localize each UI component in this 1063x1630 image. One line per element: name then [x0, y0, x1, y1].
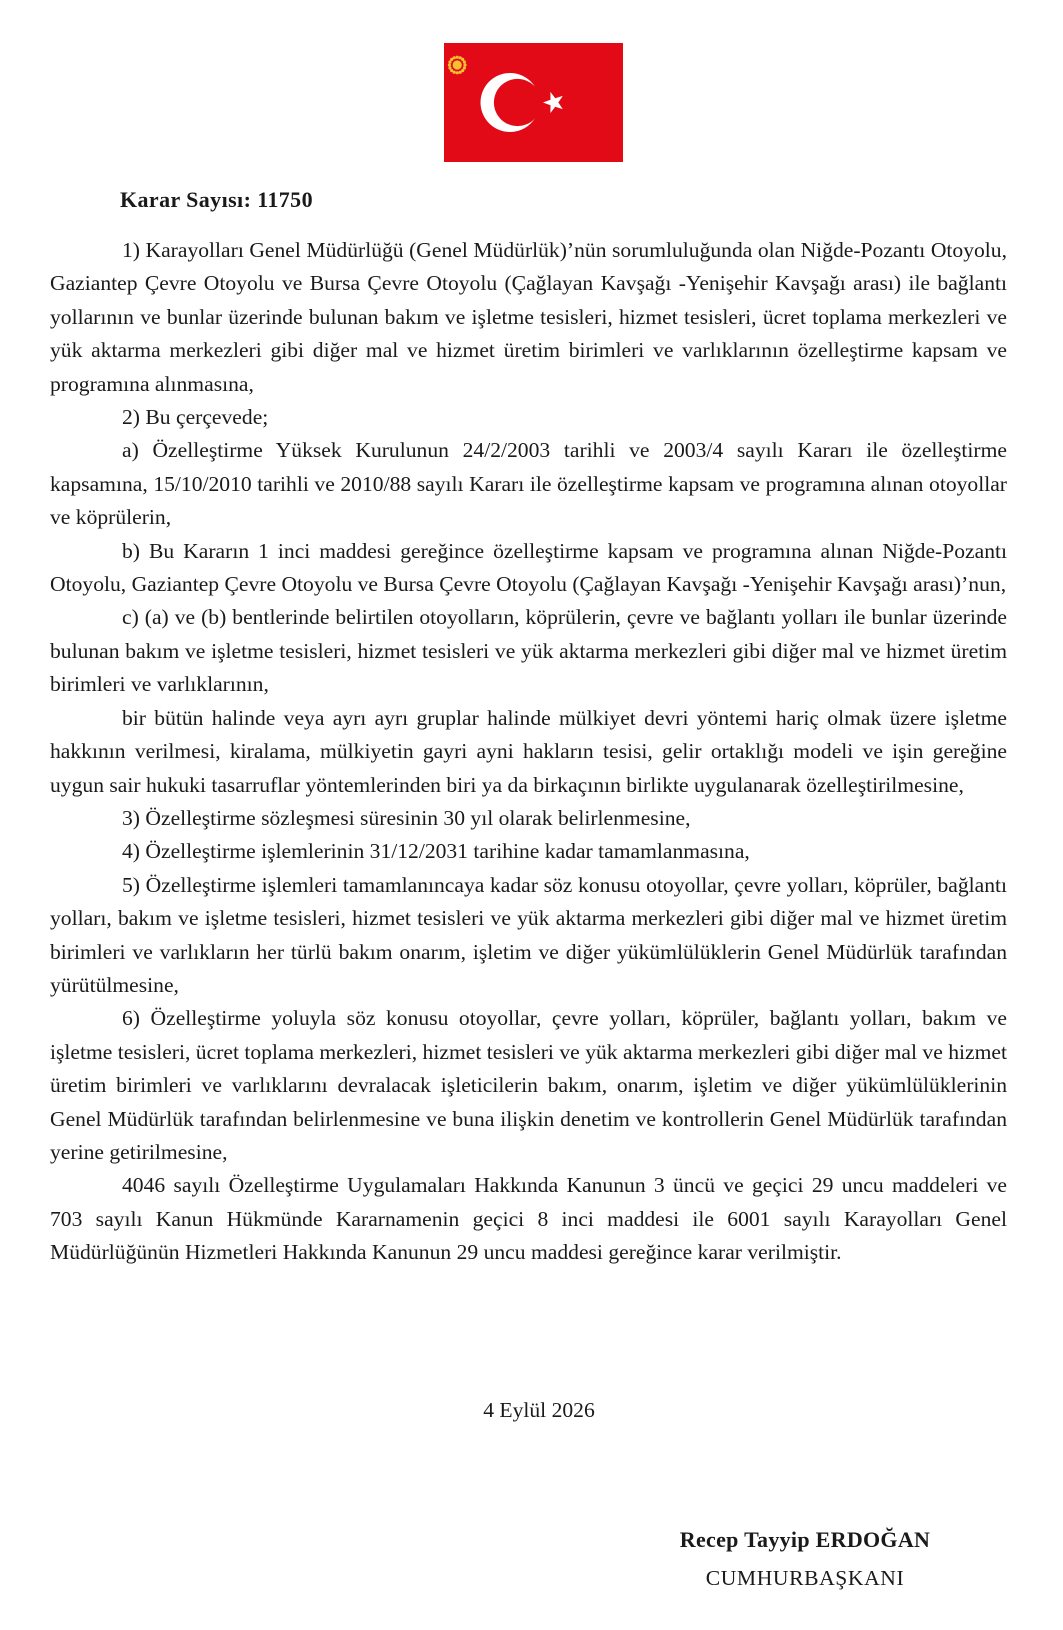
article-2: 2) Bu çerçevede; — [122, 405, 269, 430]
article-2-method: bir bütün halinde veya ayrı ayrı gruplar halinde mülkiyet devri yöntemi hariç olmak üzere işletme hakkının verilmesi, kiralama, mülkiyetin gayri ayni hakların tesisi, gelir ortaklığı modeli ve işin gereğine uygun sair hukuki tasarruflar yöntemlerinden biri ya da birkaçının birlikte uygulanarak özelleştirilmesine, — [50, 705, 1007, 797]
presidential-seal-icon — [448, 56, 467, 75]
turkish-flag-emblem — [444, 43, 623, 162]
decision-body — [50, 234, 1007, 1270]
signer-title: CUMHURBAŞKANI — [705, 1566, 905, 1590]
legal-basis: 4046 sayılı Özelleştirme Uygulamaları Hakkında Kanunun 3 üncü ve geçici 29 uncu maddeleri ve 703 sayılı Kanun Hükmünde Kararnamenin geçici 8 inci maddesi ile 6001 sayılı Karayolları Genel Müdürlüğünün Hizmetleri Hakkında Kanunun 29 uncu maddesi gereğince karar verilmiştir. — [50, 1173, 1007, 1265]
decision-date: 4 Eylül 2026 — [483, 1398, 595, 1422]
article-2-clause-b: b) Bu Kararın 1 inci maddesi gereğince özelleştirme kapsam ve programına alınan Niğde-Pozantı Otoyolu, Gaziantep Çevre Otoyolu ve Bursa Çevre Otoyolu (Çağlayan Kavşağı -Yenişehir Kavşağı arası)’nun, — [50, 538, 1007, 597]
signature-block — [640, 1523, 970, 1595]
article-2-clause-c: c) (a) ve (b) bentlerinde belirtilen otoyolların, köprülerin, çevre ve bağlantı yolları ile bunlar üzerinde bulunan bakım ve işletme tesisleri, hizmet tesisleri ve yük aktarma merkezleri gibi diğer mal ve hizmet üretim birimleri ve varlıklarının, — [50, 605, 1007, 697]
article-2-clause-a: a) Özelleştirme Yüksek Kurulunun 24/2/2003 tarihli ve 2003/4 sayılı Kararı ile özelleştirme kapsamına, 15/10/2010 tarihli ve 2010/88 sayılı Kararı ile özelleştirme kapsam ve programına alınan otoyollar ve köprülerin, — [50, 438, 1007, 530]
article-5: 5) Özelleştirme işlemleri tamamlanıncaya kadar söz konusu otoyollar, çevre yolları, köprüler, bağlantı yolları, bakım ve işletme tesisleri, hizmet tesisleri ve yük aktarma merkezleri gibi diğer mal ve hizmet üretim birimleri ve varlıkların her türlü bakım onarım, işletim ve diğer yükümlülüklerin Genel Müdürlük tarafından yürütülmesine, — [50, 872, 1007, 997]
article-3: 3) Özelleştirme sözleşmesi süresinin 30 yıl olarak belirlenmesine, — [122, 805, 691, 830]
crescent-inner — [494, 79, 541, 126]
article-6: 6) Özelleştirme yoluyla söz konusu otoyollar, çevre yolları, köprüler, bağlantı yolları, bakım ve işletme tesisleri, ücret toplama merkezleri, hizmet tesisleri ve yük aktarma merkezleri gibi diğer mal ve hizmet üretim birimleri ve varlıklarını devralacak işleticilerin bakım, onarım, işletim ve diğer yükümlülüklerinin Genel Müdürlük tarafından belirlenmesine ve buna ilişkin denetim ve kontrollerin Genel Müdürlük tarafından yerine getirilmesine, — [50, 1006, 1007, 1164]
article-1: 1) Karayolları Genel Müdürlüğü (Genel Müdürlük)’nün sorumluluğunda olan Niğde-Pozantı Otoyolu, Gaziantep Çevre Otoyolu ve Bursa Çevre Otoyolu (Çağlayan Kavşağı -Yenişehir Kavşağı arası) ile bağlantı yollarının ve bunlar üzerinde bulunan bakım ve işletme tesisleri, hizmet tesisleri, ücret toplama merkezleri ve yük aktarma merkezleri gibi diğer mal ve hizmet üretim birimleri ve varlıklarının özelleştirme kapsam ve programına alınmasına, — [50, 238, 1007, 396]
article-4: 4) Özelleştirme işlemlerinin 31/12/2031 tarihine kadar tamamlanmasına, — [122, 839, 750, 864]
signer-name: Recep Tayyip ERDOĞAN — [679, 1527, 931, 1552]
decision-number: Karar Sayısı: 11750 — [120, 187, 313, 212]
